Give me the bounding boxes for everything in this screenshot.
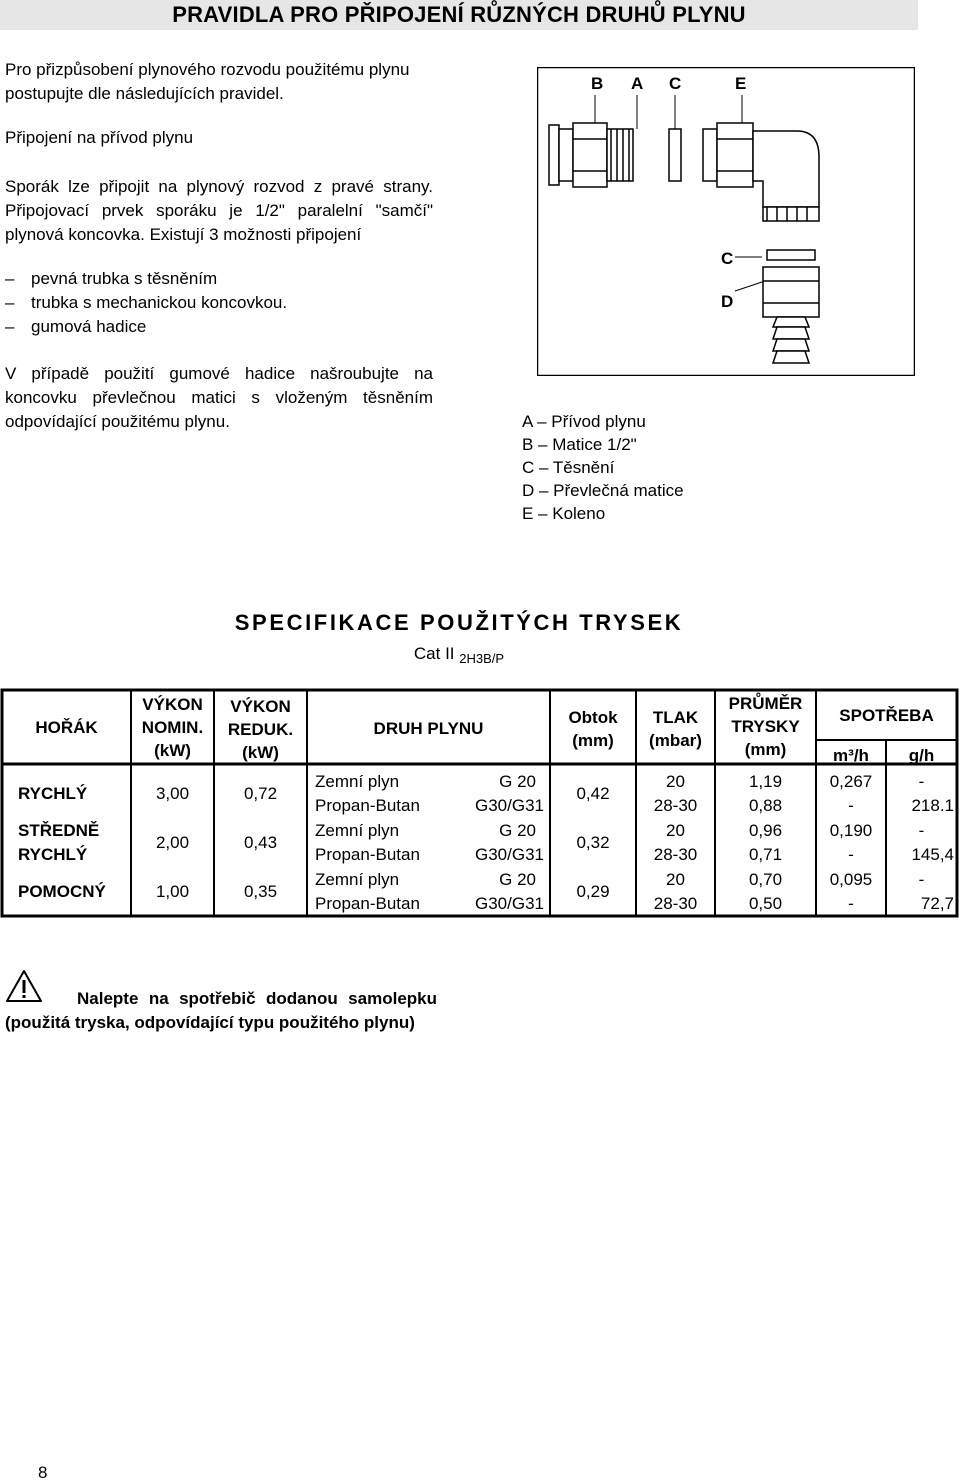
list-item: – pevná trubka s těsněním	[5, 269, 218, 288]
row-gh: 72,7	[920, 894, 954, 913]
warning-text: Nalepte na spotřebič dodanou samolepku (použitá tryska, odpovídající typu použitého plynu)	[5, 989, 437, 1032]
list-item: – trubka s mechanickou koncovkou.	[5, 293, 288, 312]
row-diameter: 1,19	[748, 772, 783, 791]
legend-item: D – Převlečná matice	[522, 481, 684, 500]
row-burner: RYCHLÝ	[18, 784, 88, 803]
header-unit-m3: m³/h	[833, 746, 869, 765]
legend-item: C – Těsnění	[522, 458, 615, 477]
row-power-red: 0,35	[243, 882, 278, 901]
row-gas: Zemní plyn	[315, 870, 400, 889]
row-gh: -	[918, 821, 925, 840]
row-burner: POMOCNÝ	[18, 882, 106, 901]
row-gh: 145,4	[911, 845, 954, 864]
diagram-label-a: A	[631, 74, 644, 93]
row-gh: -	[918, 870, 925, 889]
header-burner: HOŘÁK	[35, 718, 98, 737]
row-burner: RYCHLÝ	[18, 845, 88, 864]
row-gas-code: G 20	[499, 870, 536, 889]
spec-category: Cat II $_{2H3B/P}$	[413, 644, 505, 666]
page-number: 8	[38, 1463, 48, 1482]
header-diameter: PRŮMĚR TRYSKY (mm)	[728, 694, 803, 759]
row-power-red: 0,72	[243, 784, 278, 803]
row-pressure: 20	[666, 772, 685, 791]
page-title: PRAVIDLA PRO PŘIPOJENÍ RŮZNÝCH DRUHŮ PLYNU	[172, 2, 746, 27]
header-pressure: TLAK (mbar)	[649, 708, 702, 750]
section-heading: Připojení na přívod plynu	[5, 128, 194, 147]
row-gh: 218.1	[911, 796, 954, 815]
row-gas-code: G30/G31	[475, 845, 544, 864]
row-power-nom: 2,00	[155, 833, 190, 852]
row-gas: Propan-Butan	[315, 894, 420, 913]
row-bypass: 0,32	[576, 833, 610, 852]
row-power-nom: 1,00	[155, 882, 190, 901]
diagram-legend	[522, 410, 822, 525]
diagram-label-d: D	[721, 292, 734, 311]
diagram-label-c-top: C	[669, 74, 682, 93]
options-list	[5, 267, 435, 339]
row-diameter: 0,71	[748, 845, 783, 864]
row-bypass: 0,42	[576, 784, 610, 803]
row-pressure: 20	[666, 870, 685, 889]
row-gh: -	[918, 772, 925, 791]
intro-text: Pro přizpůsobení plynového rozvodu použitému plynu postupujte dle následujících pravidel.	[5, 60, 410, 103]
row-gas-code: G 20	[499, 821, 536, 840]
section-text: Sporák lze připojit na plynový rozvod z pravé strany. Připojovací prvek sporáku je 1/2" paralelní "samčí" plynová koncovka. Existují 3 možnosti připojení	[5, 177, 433, 244]
header-power-red: VÝKON REDUK. (kW)	[227, 697, 294, 762]
row-gas: Propan-Butan	[315, 845, 420, 864]
row-power-red: 0,43	[243, 833, 278, 852]
diagram-label-b: B	[591, 74, 604, 93]
connection-diagram	[537, 67, 915, 376]
row-m3: 0,267	[829, 772, 873, 791]
header-gas-type: DRUH PLYNU	[373, 719, 484, 738]
header-consumption: SPOTŘEBA	[839, 706, 934, 725]
row-pressure: 28-30	[653, 894, 698, 913]
row-pressure: 28-30	[653, 796, 698, 815]
header-unit-gh: g/h	[908, 746, 935, 765]
header-power-nom: VÝKON NOMIN. (kW)	[141, 695, 204, 760]
row-diameter: 0,88	[748, 796, 783, 815]
spec-title: SPECIFIKACE POUŽITÝCH TRYSEK	[234, 610, 684, 635]
hose-note: V případě použití gumové hadice našroubujte na koncovku převlečnou matici s vloženým těsněním odpovídající použitému plynu.	[5, 364, 433, 431]
row-gas-code: G 20	[499, 772, 536, 791]
row-gas-code: G30/G31	[475, 796, 544, 815]
row-diameter: 0,50	[748, 894, 783, 913]
row-power-nom: 3,00	[155, 784, 190, 803]
legend-item: A – Přívod plynu	[522, 412, 646, 431]
list-item: – gumová hadice	[5, 317, 147, 336]
legend-item: B – Matice 1/2"	[522, 435, 637, 454]
row-m3: 0,095	[829, 870, 873, 889]
row-m3: -	[848, 894, 854, 913]
row-gas: Propan-Butan	[315, 796, 420, 815]
row-m3: 0,190	[829, 821, 873, 840]
diagram-label-e: E	[735, 74, 747, 93]
row-burner: STŘEDNĚ	[18, 821, 100, 840]
row-diameter: 0,96	[748, 821, 783, 840]
row-gas-code: G30/G31	[475, 894, 544, 913]
row-m3: -	[848, 796, 854, 815]
row-m3: -	[848, 845, 854, 864]
header-bypass: Obtok (mm)	[568, 708, 618, 750]
row-pressure: 20	[666, 821, 685, 840]
row-diameter: 0,70	[748, 870, 783, 889]
row-bypass: 0,29	[576, 882, 610, 901]
diagram-label-c-side: C	[721, 249, 734, 268]
legend-item: E – Koleno	[522, 504, 606, 523]
row-gas: Zemní plyn	[315, 821, 400, 840]
nozzle-table	[0, 688, 960, 920]
row-gas: Zemní plyn	[315, 772, 400, 791]
row-pressure: 28-30	[653, 845, 698, 864]
